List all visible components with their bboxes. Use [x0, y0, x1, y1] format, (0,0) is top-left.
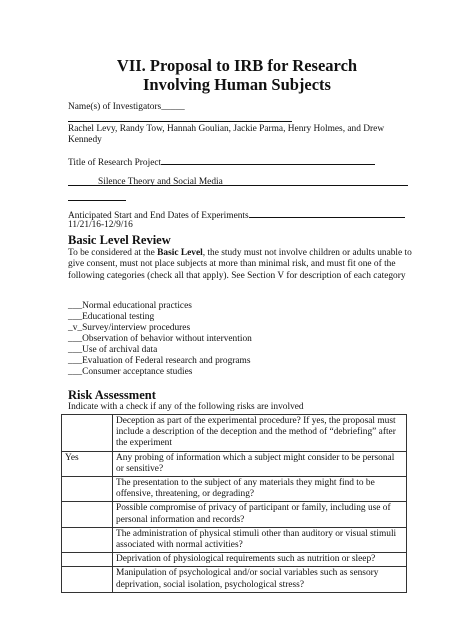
- table-row: [62, 477, 407, 502]
- table-row: [62, 527, 407, 552]
- page-title-line-2: Involving Human Subjects: [143, 75, 331, 94]
- risk-description-cell: Any probing of information which a subject might consider to be personal or sensitive?: [113, 451, 407, 476]
- risk-description-cell: The administration of physical stimuli other than auditory or visual stimuli associated with normal activities?: [113, 527, 407, 552]
- category-checkbox[interactable]: ___: [68, 367, 83, 377]
- risk-description-cell: Deprivation of physiological requirements such as nutrition or sleep?: [113, 553, 407, 567]
- risk-check-cell[interactable]: [62, 477, 113, 502]
- investigators-names-line-2: Kennedy: [68, 135, 102, 145]
- category-checkbox[interactable]: ___: [68, 356, 83, 366]
- category-label: Consumer acceptance studies: [82, 367, 193, 377]
- investigators-names-line-1: Rachel Levy, Randy Tow, Hannah Goulian, Jackie Parma, Henry Holmes, and Drew: [68, 124, 385, 134]
- category-checkbox[interactable]: ___: [68, 301, 83, 311]
- category-item[interactable]: [68, 334, 252, 345]
- risk-description-cell: Possible compromise of privacy of participant or family, including use of personal information and records?: [113, 502, 407, 527]
- risk-table: [61, 414, 407, 593]
- risk-description-cell: Manipulation of psychological and/or social variables such as sensory deprivation, social isolation, psychological stress?: [113, 567, 407, 592]
- category-label: Educational testing: [82, 312, 155, 322]
- project-title-underline: [161, 156, 375, 165]
- table-row: [62, 567, 407, 592]
- risk-description-cell: The presentation to the subject of any materials they might find to be offensive, threatening, or degrading?: [113, 477, 407, 502]
- risk-check-cell[interactable]: Yes: [62, 451, 113, 476]
- category-item[interactable]: [68, 356, 250, 367]
- basic-review-intro-pre: To be considered at the: [68, 248, 158, 258]
- risk-check-cell[interactable]: [62, 567, 113, 592]
- table-row: [62, 553, 407, 567]
- category-item[interactable]: [68, 312, 154, 323]
- category-label: Use of archival data: [82, 345, 158, 355]
- basic-review-intro: [68, 248, 414, 282]
- risk-check-cell[interactable]: [62, 527, 113, 552]
- risk-description-cell: Deception as part of the experimental procedure? If yes, the proposal must include a description of the deception and the method of “debriefing” after the experiment: [113, 415, 407, 452]
- table-row: [62, 451, 407, 476]
- dates-label: Anticipated Start and End Dates of Experiments: [68, 211, 249, 221]
- investigators-underline: [68, 121, 292, 122]
- category-checkbox[interactable]: ___: [68, 334, 83, 344]
- table-row: [62, 415, 407, 452]
- category-item[interactable]: [68, 345, 157, 356]
- project-title-label: Title of Research Project: [68, 158, 162, 168]
- category-label: Evaluation of Federal research and programs: [82, 356, 251, 366]
- category-checkbox[interactable]: ___: [68, 345, 83, 355]
- category-item[interactable]: [68, 367, 192, 378]
- table-row: [62, 502, 407, 527]
- risk-check-cell[interactable]: [62, 553, 113, 567]
- category-label: Normal educational practices: [82, 301, 192, 311]
- category-checkbox[interactable]: _v_: [68, 323, 83, 333]
- category-checkbox[interactable]: ___: [68, 312, 83, 322]
- category-item[interactable]: [68, 301, 192, 312]
- risk-intro: Indicate with a check if any of the following risks are involved: [68, 402, 304, 412]
- basic-review-intro-bold: Basic Level: [157, 248, 203, 258]
- risk-heading: Risk Assessment: [68, 388, 156, 402]
- project-extra-underline: [68, 200, 126, 201]
- basic-review-heading: Basic Level Review: [68, 233, 171, 247]
- risk-check-cell[interactable]: [62, 415, 113, 452]
- category-item[interactable]: [68, 323, 190, 334]
- page-title-line-1: VII. Proposal to IRB for Research: [116, 56, 358, 75]
- dates-underline: [249, 209, 405, 218]
- project-title-row: [68, 156, 375, 169]
- investigators-label: Name(s) of Investigators_____: [68, 102, 185, 112]
- category-label: Observation of behavior without intervention: [82, 334, 252, 344]
- category-label: Survey/interview procedures: [82, 323, 191, 333]
- basic-review-intro-post: , the study must not involve children or adults unable to give consent, must not place subjects at more than minimal risk, and must fit one of the following categories (check all that apply). See Section V for description of each category: [68, 248, 412, 281]
- project-title-value: Silence Theory and Social Media: [98, 177, 223, 187]
- risk-check-cell[interactable]: [62, 502, 113, 527]
- dates-value: 11/21/16-12/9/16: [68, 220, 133, 230]
